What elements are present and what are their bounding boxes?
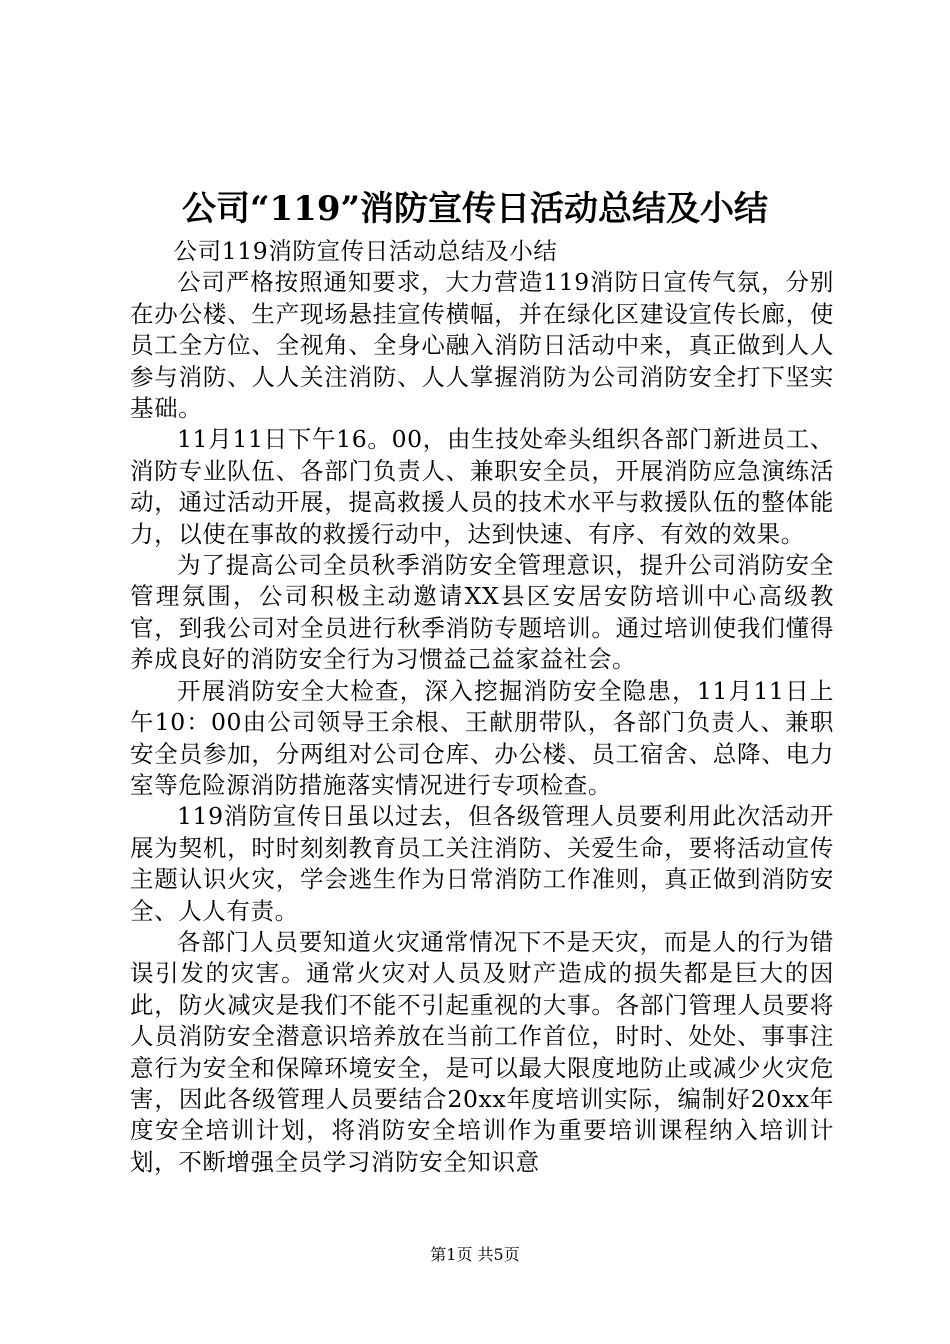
paragraph-5: 119消防宣传日虽以过去，但各级管理人员要利用此次活动开展为契机，时时刻刻教育员工关注消防、关爱生命，要将活动宣传主题认识火灾，学会逃生作为日常消防工作准则，真正做到消防安全、人人有责。 (130, 802, 834, 925)
paragraph-3: 为了提高公司全员秋季消防安全管理意识，提升公司消防安全管理氛围，公司积极主动邀请XX县区安居安防培训中心高级教官，到我公司对全员进行秋季消防专题培训。通过培训使我们懂得养成良好的消防安全行为习惯益己益家益社会。 (130, 551, 834, 674)
document-body (130, 236, 834, 1178)
paragraph-6: 各部门人员要知道火灾通常情况下不是天灾，而是人的行为错误引发的灾害。通常火灾对人员及财产造成的损失都是巨大的因此，防火减灾是我们不能不引起重视的大事。各部门管理人员要将人员消防安全潜意识培养放在当前工作首位，时时、处处、事事注意行为安全和保障环境安全，是可以最大限度地防止或减少火灾危害，因此各级管理人员要结合20xx年度培训实际，编制好20xx年度安全培训计划，将消防安全培训作为重要培训课程纳入培训计划，不断增强全员学习消防安全知识意 (130, 927, 834, 1176)
paragraph-1: 公司严格按照通知要求，大力营造119消防日宣传气氛，分别在办公楼、生产现场悬挂宣传横幅，并在绿化区建设宣传长廊，使员工全方位、全视角、全身心融入消防日活动中来，真正做到人人参与消防、人人关注消防、人人掌握消防为公司消防安全打下坚实基础。 (130, 268, 834, 423)
paragraph-2: 11月11日下午16。00，由生技处牵头组织各部门新进员工、消防专业队伍、各部门负责人、兼职安全员，开展消防应急演练活动，通过活动开展，提高救援人员的技术水平与救援队伍的整体能力，以使在事故的救援行动中，达到快速、有序、有效的效果。 (130, 425, 834, 548)
document-title: 公司“119”消防宣传日活动总结及小结 (181, 189, 769, 229)
paragraph-4: 开展消防安全大检查，深入挖掘消防安全隐患，11月11日上午10：00由公司领导王余根、王献朋带队，各部门负责人、兼职安全员参加，分两组对公司仓库、办公楼、员工宿舍、总降、电力室等危险源消防措施落实情况进行专项检查。 (130, 676, 834, 799)
document-subtitle: 公司119消防宣传日活动总结及小结 (173, 237, 558, 265)
page-number-footer: 第1页 共5页 (430, 1245, 520, 1264)
